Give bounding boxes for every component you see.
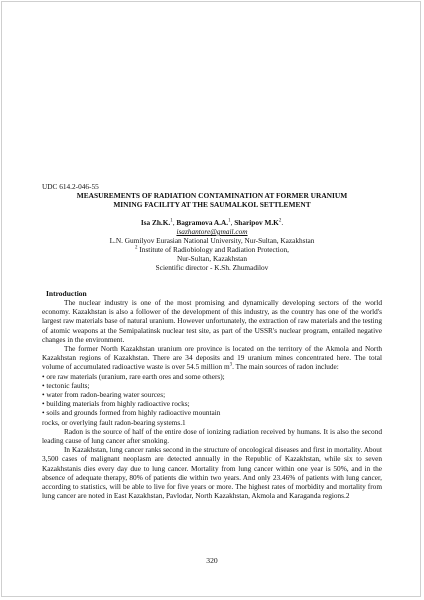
paragraph-1: The nuclear industry is one of the most promising and dynamically developing sectors of the world economy. Kazakhstan is also a follower of the development of this industry, as the country has one of the world's largest raw materials base of natural uranium. However unfortunately, the extraction of raw materials and the testing of atomic weapons at the Semipalatinsk nuclear test site, as part of the USSR's nuclear program, entailed negative changes in the environment. <box>42 298 382 344</box>
bullet-4: • building materials from highly radioactive rocks; <box>42 399 190 409</box>
author-sep-2: , <box>230 218 235 227</box>
author-1: Isa Zh.K. <box>140 218 171 227</box>
bullet-3: • water from radon-bearing water sources; <box>42 390 166 400</box>
author-2-sup: 1 <box>228 218 231 224</box>
paragraph-2-text-a: The former North Kazakhstan uranium ore province is located on the territory of the Akmola and North Kazakhstan regions of Kazakhstan. There are 34 deposits and 19 uranium mines concentrated here. The total volume of accumulated radioactive waste is over 54.5 million m <box>42 344 382 372</box>
page-number: 320 <box>206 556 218 565</box>
bullet-1: • ore raw materials (uranium, rare earth ores and some others); <box>42 371 225 381</box>
title-line-1: MEASUREMENTS OF RADIATION CONTAMINATION AT FORMER URANIUM <box>76 191 348 200</box>
paragraph-3: Radon is the source of half of the entire dose of ionizing radiation received by humans. It is also the second leading cause of lung cancer after smoking. <box>42 426 382 446</box>
paragraph-4: In Kazakhstan, lung cancer ranks second in the structure of oncological diseases and first in mortality. About 3,500 cases of malignant neoplasm are detected annually in the Republic of Kazakhstan, while six to seven Kazakhstanis dies every day due to lung cancer. Mortality from lung cancer within one year is 50%, and in the absence of adequate therapy, 80% of patients die within two years. And only 23.46% of patients with lung cancer, according to statistics, will be able to live for five years or more. The highest rates of morbidity and mortality from lung cancer are noted in East Kazakhstan, Pavlodar, North Kazakhstan, Akmola and Karaganda regions.2 <box>42 445 382 501</box>
section-heading: Introduction <box>46 289 87 298</box>
author-end: . <box>281 218 284 227</box>
paper-page <box>42 182 382 500</box>
affiliation-2-text: Institute of Radiobiology and Radiation Protection, <box>139 245 289 254</box>
bullet-5: • soils and grounds formed from highly radioactive mountain <box>42 408 221 418</box>
author-email[interactable]: isazhantore@gmail.com <box>176 227 248 236</box>
affiliation-2 <box>42 245 382 254</box>
affiliation-1: L.N. Gumilyov Eurasian National University, Nur-Sultan, Kazakhstan <box>109 236 315 245</box>
affiliation-3: Nur-Sultan, Kazakhstan <box>177 254 247 263</box>
author-sep-1: , <box>172 218 177 227</box>
author-2: Bagramova A.A. <box>176 218 229 227</box>
title-line-2: MINING FACILITY AT THE SAUMALKOL SETTLEMENT <box>113 200 311 209</box>
author-3: Sharipov M.K <box>234 218 279 227</box>
scientific-director: Scientific director - K.Sh. Zhumadilov <box>155 263 269 272</box>
paragraph-2-text-b: . The main sources of radon include: <box>232 362 339 372</box>
bullet-5-cont: rocks, or overlying fault radon-bearing systems.1 <box>42 417 186 427</box>
paragraph-2 <box>42 344 382 372</box>
author-3-sup: 2 <box>278 218 282 224</box>
bullet-2: • tectonic faults; <box>42 380 90 390</box>
affiliation-2-sup: 2 <box>135 245 138 251</box>
authors-line <box>42 218 382 227</box>
author-1-sup: 1 <box>170 218 173 224</box>
udc-code: UDC 614.2-046-55 <box>42 182 99 191</box>
paragraph-2-sup: 3 <box>229 363 233 368</box>
